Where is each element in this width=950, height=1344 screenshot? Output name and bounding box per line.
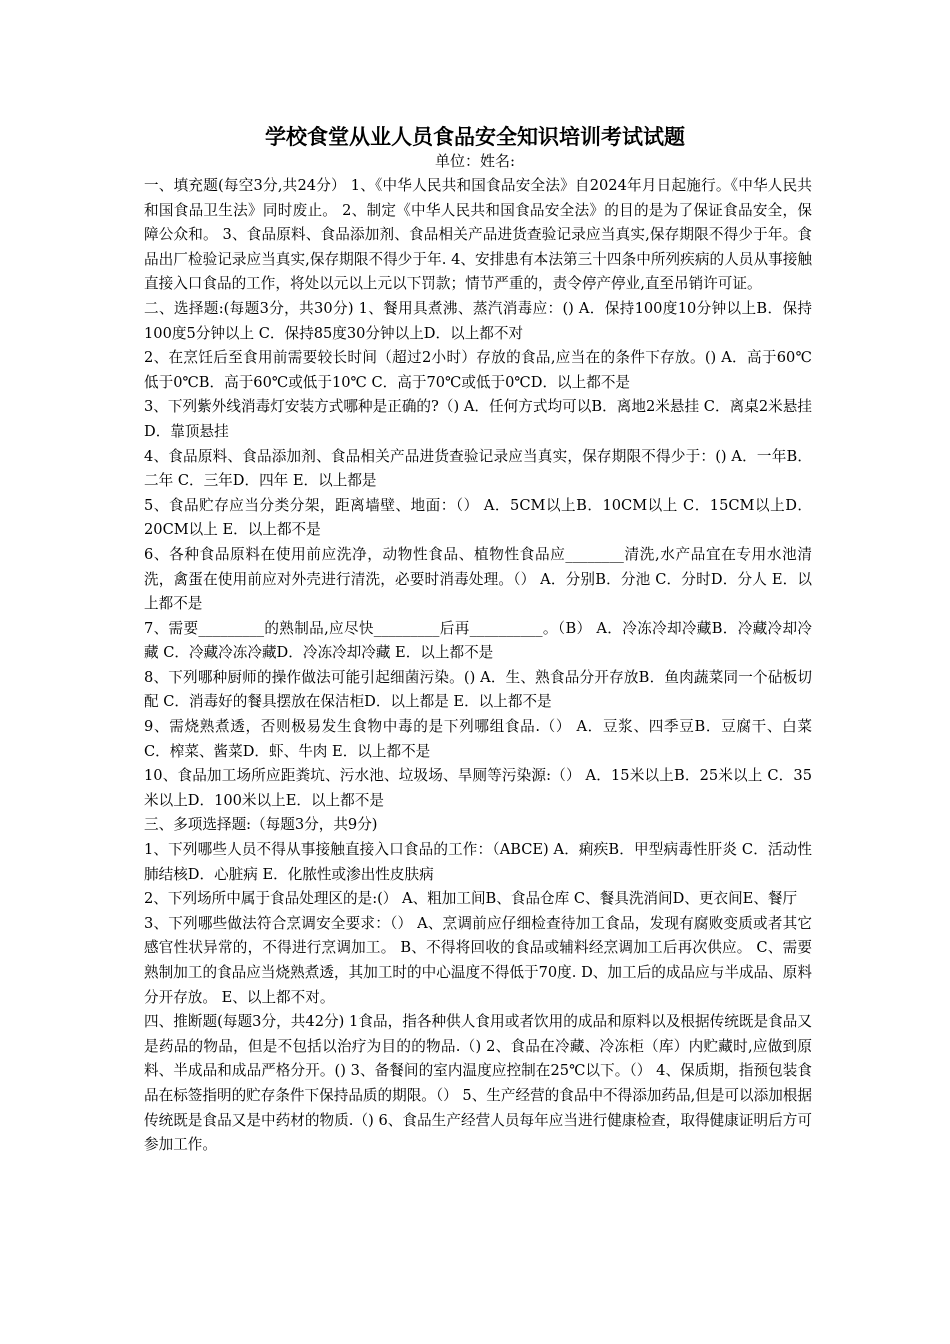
document-title: 学校食堂从业人员食品安全知识培训考试试题 [265, 125, 685, 149]
unit-name-line: 单位：姓名: [434, 152, 516, 170]
multi-q2: 2、下列场所中属于食品处理区的是:(） A、粗加工间B、食品仓库 C、餐具洗消间D、更衣间E、餐厅 [144, 890, 798, 908]
choice-q4: 4、食品原料、食品添加剂、食品相关产品进货查验记录应当真实，保存期限不得少于：() A．一年B．二年 C．三年D．四年 E．以上都是 [144, 447, 812, 490]
choice-q3: 3、下列紫外线消毒灯安装方式哪种是正确的?（) A．任何方式均可以B．离地2米悬挂 C．离桌2米悬挂D．靠顶悬挂 [144, 398, 812, 440]
section-fill-in: 一、填充题(每空3分,共24分） 1、《中华人民共和国食品安全法》自2024年月日起施行。《中华人民共和国食品卫生法》同时废止。 2、制定《中华人民共和国食品安全法》的目的是为了保证食品安全，保障公众和。 3、食品原料、食品添加剂、食品相关产品进货查验记录应当真实,保存期限不得少于年。食品出厂检验记录应当真实,保存期限不得少于年. 4、安排患有本法第三十四条中所列疾病的人员从事接触直接入口食品的工作，将处以元以上元以下罚款；情节严重的，责令停产停业,直至吊销许可证。 [144, 177, 812, 293]
exam-body [144, 174, 812, 1158]
multi-q1: 1、下列哪些人员不得从事接触直接入口食品的工作：（ABCE) A．痢疾B．甲型病毒性肝炎 C．活动性肺结核D．心脏病 E．化脓性或渗出性皮肤病 [144, 841, 812, 883]
choice-q5: 5、食品贮存应当分类分架，距离墙壁、地面：（） A．5CM以上B．10CM以上 C．15CM以上D．20CM以上 E．以上都不是 [144, 496, 812, 539]
multi-q3: 3、下列哪些做法符合烹调安全要求：（） A、烹调前应仔细检查待加工食品，发现有腐败变质或者其它感官性状异常的，不得进行烹调加工。 B、不得将回收的食品或辅料经烹调加工后再次供应。 C、需要熟制加工的食品应当烧熟煮透，其加工时的中心温度不得低于70度. D、加工后的成品应与半成品、原料分开存放。 E、以上都不对。 [144, 914, 812, 1006]
section-multi-choice-heading: 三、多项选择题:（每题3分，共9分) [144, 816, 378, 834]
choice-q2: 2、在烹饪后至食用前需要较长时间（超过2小时）存放的食品,应当在的条件下存放。() A．高于60℃低于0℃B．高于60℃或低于10℃ C．高于70℃或低于0℃D．以上都不是 [144, 349, 812, 391]
choice-q7: 7、需要_________的熟制品,应尽快_________后再__________。（B） A．冷冻冷却冷藏B．冷藏冷却冷藏 C．冷藏冷冻冷藏D．冷冻冷却冷藏 E．以上都不是 [144, 619, 812, 662]
section-judgment: 四、推断题(每题3分，共42分) 1食品，指各种供人食用或者饮用的成品和原料以及根据传统既是食品又是药品的物品，但是不包括以治疗为目的的物品.（) 2、食品在冷藏、冷冻柜（库）内贮藏时,应做到原料、半成品和成品严格分开。() 3、备餐间的室内温度应控制在25℃以下。（） 4、保质期，指预包装食品在标签指明的贮存条件下保持品质的期限。（） 5、生产经营的食品中不得添加药品,但是可以添加根据传统既是食品又是中药材的物质.（) 6、食品生产经营人员每年应当进行健康检查，取得健康证明后方可参加工作。 [144, 1013, 812, 1154]
choice-q10: 10、食品加工场所应距粪坑、污水池、垃圾场、旱厕等污染源:（） A．15米以上B．25米以上 C．35米以上D．100米以上E．以上都不是 [144, 767, 812, 809]
choice-q6: 6、各种食品原料在使用前应洗净，动物性食品、植物性食品应________清洗,水产品宜在专用水池清洗，禽蛋在使用前应对外壳进行清洗，必要时消毒处理。（） A．分别B．分池 C．分时D．分人 E．以上都不是 [144, 545, 812, 613]
choice-q9: 9、需烧熟煮透，否则极易发生食物中毒的是下列哪组食品.（） A．豆浆、四季豆B．豆腐干、白菜 C．榨菜、酱菜D．虾、牛肉 E．以上都不是 [144, 718, 812, 760]
section-choice-q1: 二、选择题:(每题3分，共30分) 1、餐用具煮沸、蒸汽消毒应：() A．保持100度10分钟以上B．保持100度5分钟以上 C．保持85度30分钟以上D．以上都不对 [144, 299, 812, 342]
choice-q8: 8、下列哪种厨师的操作做法可能引起细菌污染。() A．生、熟食品分开存放B．鱼肉蔬菜同一个砧板切配 C．消毒好的餐具摆放在保洁柜D．以上都是 E．以上都不是 [144, 668, 812, 711]
